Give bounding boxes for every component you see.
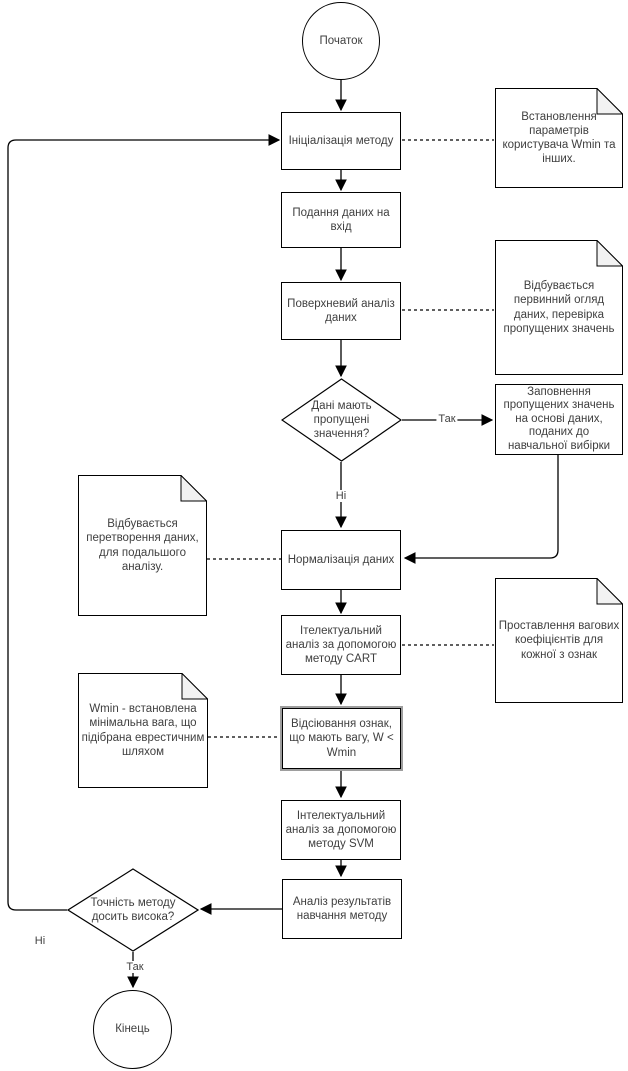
cart-analysis-label: Ітелектуальний аналіз за допомогою методу CART bbox=[285, 624, 397, 665]
svm-analysis-label: Інтелектуальний аналіз за допомогою методу SVM bbox=[285, 809, 397, 850]
cart-analysis-node bbox=[281, 615, 401, 675]
note-weight-coeffs-text: Проставлення вагових коефіцієнтів для кожної з ознак bbox=[498, 620, 620, 661]
note-fold bbox=[597, 579, 623, 605]
accuracy-decision-label: Точність методу досить висока? bbox=[90, 896, 176, 923]
normalize-node bbox=[281, 530, 401, 590]
edge-label-accuracy-no: Ні bbox=[34, 935, 46, 947]
filter-features-node bbox=[282, 708, 401, 769]
normalize-label: Нормалізація даних bbox=[287, 553, 395, 566]
note-initial-overview-text: Відбувається первинний огляд даних, перевірка пропущених значень bbox=[503, 280, 615, 335]
missing-decision-node bbox=[281, 378, 402, 462]
data-input-node bbox=[281, 192, 401, 248]
analyze-results-label: Аналіз результатів навчання методу bbox=[292, 895, 392, 922]
accuracy-decision-node bbox=[67, 868, 199, 952]
start-label: Початок bbox=[319, 34, 363, 47]
fill-missing-node bbox=[495, 384, 623, 455]
note-initial-overview bbox=[495, 240, 623, 375]
end-node bbox=[93, 990, 172, 1069]
surface-analysis-label: Поверхневий аналіз даних bbox=[287, 297, 395, 324]
fill-missing-label: Заповнення пропущених значень на основі даних, поданих до навчальної вибірки bbox=[503, 385, 615, 452]
note-data-transform bbox=[78, 475, 207, 616]
note-user-params bbox=[495, 88, 623, 188]
init-process-node bbox=[281, 112, 401, 170]
surface-analysis-node bbox=[281, 282, 401, 340]
edge-label-missing-yes: Так bbox=[438, 413, 456, 425]
init-process-label: Ініціалізація методу bbox=[288, 134, 394, 147]
edge-label-accuracy-yes: Так bbox=[126, 961, 144, 973]
missing-decision-label: Дані мають пропущені значення? bbox=[311, 399, 372, 440]
filter-features-label: Відсіювання ознак, що мають вагу, W < Wmin bbox=[289, 718, 394, 759]
note-wmin-heuristic bbox=[78, 673, 208, 788]
edge-label-missing-no: Ні bbox=[335, 490, 347, 502]
note-fold bbox=[181, 476, 207, 502]
edge-fill-normalize bbox=[405, 455, 558, 558]
start-node bbox=[302, 2, 380, 80]
data-input-label: Подання даних на вхід bbox=[292, 206, 390, 233]
note-user-params-text: Встановлення параметрів користувача Wmin та інших. bbox=[502, 110, 616, 166]
note-weight-coeffs bbox=[495, 578, 623, 703]
analyze-results-node bbox=[282, 879, 402, 939]
note-wmin-heuristic-text: Wmin - встановлена мінімальна вага, що підібрана еврестичним шляхом bbox=[81, 703, 205, 758]
note-fold bbox=[182, 674, 208, 700]
note-fold bbox=[597, 241, 623, 267]
svm-analysis-node bbox=[281, 800, 401, 860]
end-label: Кінець bbox=[115, 1023, 150, 1036]
note-data-transform-text: Відбувається перетворення даних, для подальшого аналізу. bbox=[86, 518, 199, 573]
